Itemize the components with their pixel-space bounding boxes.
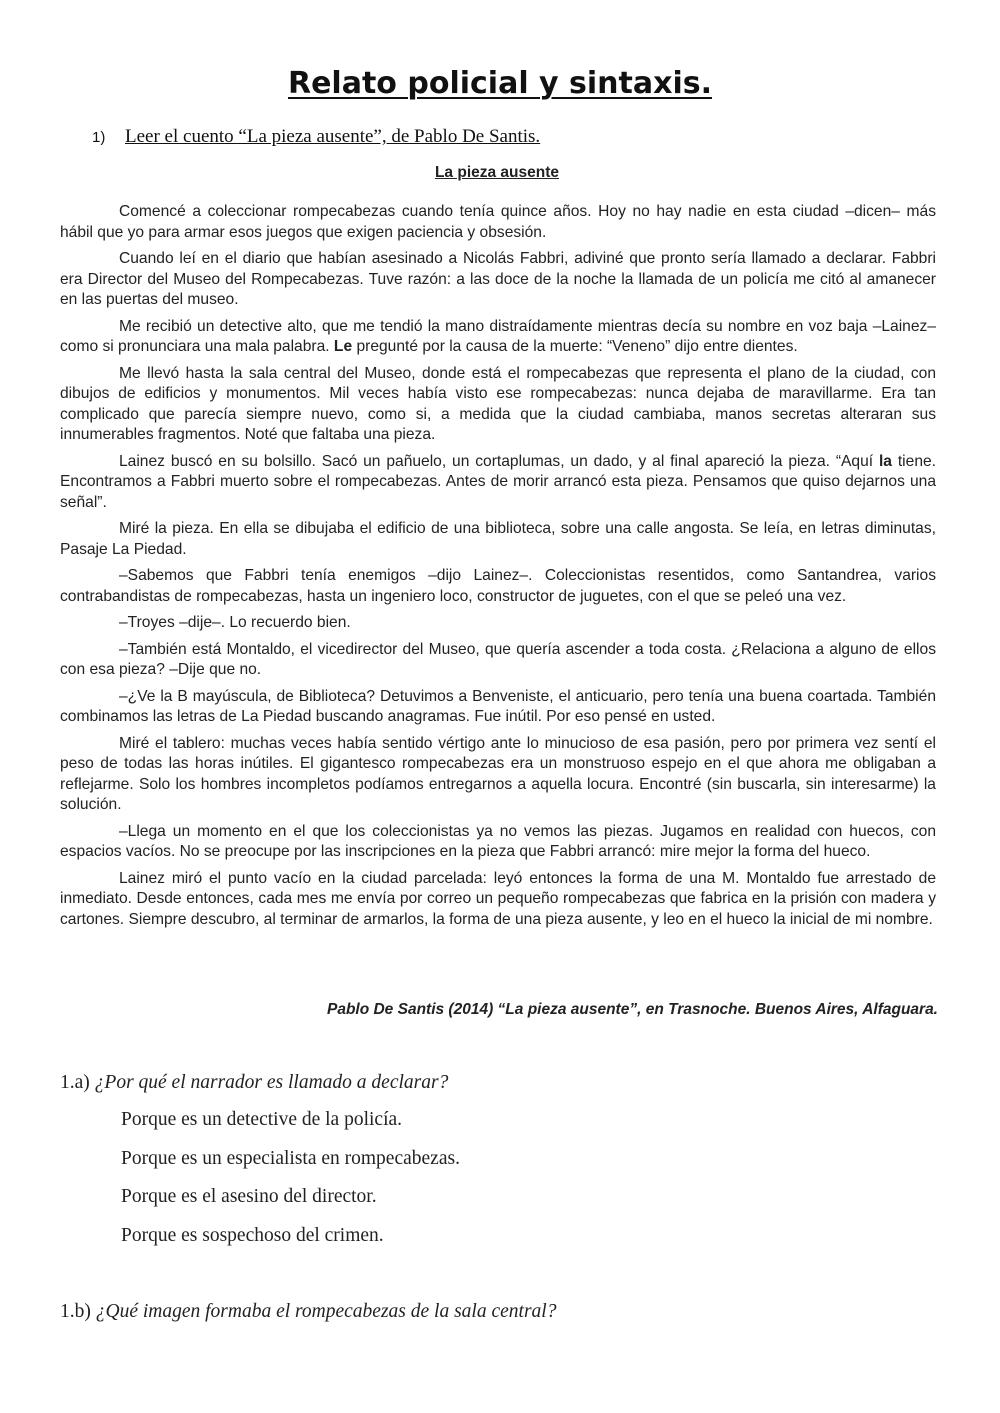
question-label: 1.a) [60, 1072, 90, 1093]
story-paragraph: –Llega un momento en el que los coleccionistas ya no vemos las piezas. Jugamos en realidad con huecos, con espacios vacíos. No se preocupe por las inscripciones en la pieza que Fabbri arrancó: mire mejor la forma del hueco. [60, 822, 936, 860]
story-paragraph: Me recibió un detective alto, que me tendió la mano distraídamente mientras decía su nombre en voz baja –Lainez– como si pronunciara una mala palabra. Le pregunté por la causa de la muerte: “Veneno” dijo entre dientes. [60, 317, 936, 355]
story-paragraph: –Sabemos que Fabbri tenía enemigos –dijo Lainez–. Coleccionistas resentidos, como Santandrea, varios contrabandistas de rompecabezas, hasta un ingeniero loco, constructor de juguetes, con el que se peleó una vez. [60, 567, 936, 605]
story-attribution: Pablo De Santis (2014) “La pieza ausente”, en Trasnoche. Buenos Aires, Alfaguara. [326, 1001, 938, 1018]
story-paragraph: Cuando leí en el diario que habían asesinado a Nicolás Fabbri, adiviné que pronto sería llamado a declarar. Fabbri era Director del Museo del Rompecabezas. Tuve razón: a las doce de la noche la llamada de un policía me citó al amanecer en las puertas del museo. [60, 250, 936, 308]
story-paragraph: –¿Ve la B mayúscula, de Biblioteca? Detuvimos a Benveniste, el anticuario, pero tenía una buena coartada. También combinamos las letras de La Piedad buscando anagramas. Fue inútil. Por eso pensé en usted. [60, 687, 936, 725]
question-text: ¿Qué imagen formaba el rompecabezas de la sala central? [95, 1301, 557, 1322]
page-title: Relato policial y sintaxis. [287, 66, 713, 101]
task-instruction [92, 124, 540, 151]
story-paragraph: –También está Montaldo, el vicedirector del Museo, que quería ascender a toda costa. ¿Relaciona a alguno de ellos con esa pieza? –Dije que no. [60, 640, 936, 678]
task-number: 1) [92, 129, 106, 146]
answer-option[interactable]: Porque es un especialista en rompecabezas. [121, 1147, 460, 1169]
story-paragraph: Miré el tablero: muchas veces había sentido vértigo ante lo minucioso de esa pasión, pero por primera vez sentí el peso de todas las horas inútiles. El gigantesco rompecabezas era un monstruoso espejo en el que ahora me obligaban a reflejarme. Solo los hombres incompletos podíamos entregarnos a aquella locura. Encontré (sin buscarla, sin interesarme) la solución. [60, 734, 936, 813]
answer-option[interactable]: Porque es sospechoso del crimen. [121, 1224, 384, 1246]
answer-option[interactable]: Porque es el asesino del director. [121, 1186, 377, 1207]
story-body [60, 202, 936, 936]
story-paragraph: Me llevó hasta la sala central del Museo, donde está el rompecabezas que representa el plano de la ciudad, con dibujos de edificios y monumentos. Mil veces había visto ese rompecabezas: nunca dejaba de maravillarme. Era tan complicado que parecía siempre nuevo, como si, a medida que la ciudad cambiaba, manos secretas alteraran sus innumerables fragmentos. Noté que faltaba una pieza. [60, 364, 936, 443]
answer-options [121, 1107, 460, 1261]
question-label: 1.b) [60, 1301, 91, 1322]
answer-option[interactable]: Porque es un detective de la policía. [121, 1109, 403, 1130]
story-paragraph: Comencé a coleccionar rompecabezas cuando tenía quince años. Hoy no hay nadie en esta ciudad –dicen– más hábil que yo para armar esos juegos que exigen paciencia y obsesión. [60, 203, 936, 241]
question-text: ¿Por qué el narrador es llamado a declarar? [94, 1072, 449, 1093]
story-paragraph: Lainez miró el punto vacío en la ciudad parcelada: leyó entonces la forma de una M. Montaldo fue arrestado de inmediato. Desde entonces, cada mes me envía por correo un pequeño rompecabezas que fabrica en la prisión con madera y cartones. Siempre descubro, al terminar de armarlos, la forma de una pieza ausente, y leo en el hueco la inicial de mi nombre. [60, 869, 936, 928]
story-paragraph: Lainez buscó en su bolsillo. Sacó un pañuelo, un cortaplumas, un dado, y al final apareció la pieza. “Aquí la tiene. Encontramos a Fabbri muerto sobre el rompecabezas. Antes de morir arrancó esta pieza. Pensamos que quiso dejarnos una señal”. [60, 452, 936, 511]
task-text: Leer el cuento “La pieza ausente”, de Pablo De Santis. [125, 126, 541, 147]
story-paragraph: Miré la pieza. En ella se dibujaba el edificio de una biblioteca, sobre una calle angosta. Se leía, en letras diminutas, Pasaje La Piedad. [60, 520, 936, 558]
story-title: La pieza ausente [434, 164, 560, 181]
story-paragraph: –Troyes –dije–. Lo recuerdo bien. [119, 614, 351, 631]
question-1b [60, 1299, 556, 1325]
question-1a [60, 1070, 448, 1096]
